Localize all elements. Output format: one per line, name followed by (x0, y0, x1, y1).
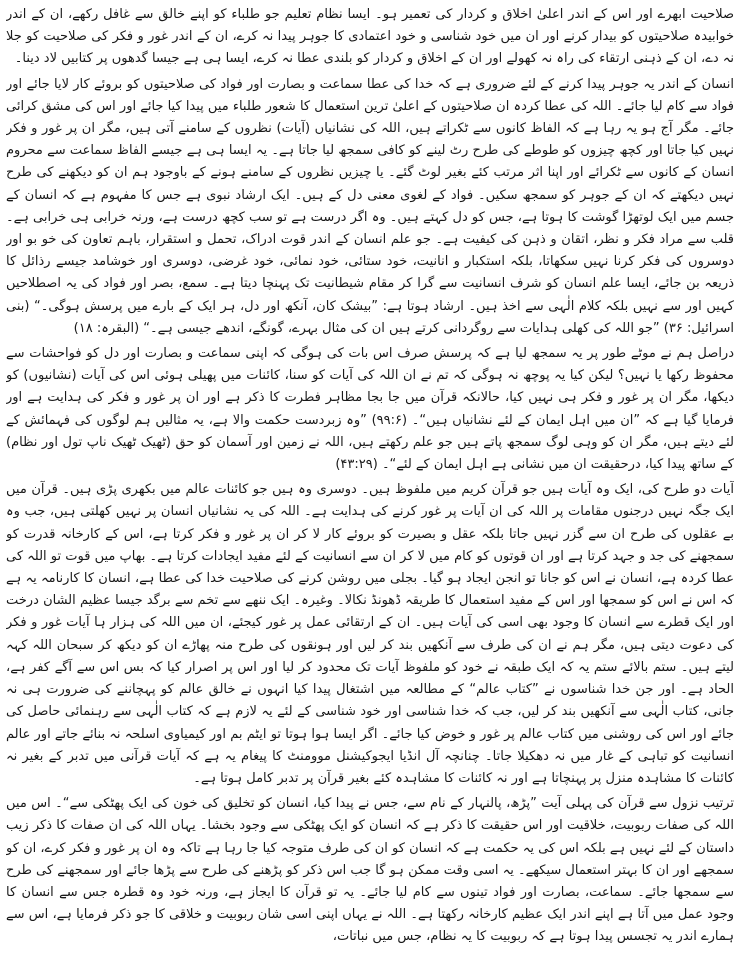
paragraph-two-kinds-of-signs: آیات دو طرح کی، ایک وہ آیات ہیں جو قرآن کریم میں ملفوظ ہیں۔ دوسری وہ ہیں جو کائنات عالم میں بکھری پڑی ہیں۔ قرآن میں ایک جگہ نہیں درجنوں مقامات پر اللہ کی ان آیات پر غور کرنے کی ہدایت ہے۔ اللہ کی یہ نشانیاں انسان پر نہیں کھلتی ہیں، جب وہ بے عقلوں کی طرح ان سے گزر نہیں جاتا بلکہ عقل و بصیرت کو بروئے کار لا کر ان پر غور و فکر کرتا ہے، اس کے کارخانہ قدرت کو سمجھنے کی جد و جہد کرتا ہے اور ان قوتوں کو کام میں لا کر ان سے انسانیت کے لئے مفید ایجادات کرتا ہے۔ بھاپ میں قوت تو اللہ کی عطا کردہ ہے، انسان نے اس کو جانا تو انجن ایجاد ہو گیا۔ بجلی میں روشن کرنے کی صلاحیت خدا کی عطا ہے، انسان کا کارنامہ یہ ہے کہ اس نے اس کو سمجھا اور اس کے مفید استعمال کا طریقہ ڈھونڈ نکالا۔ وغیرہ۔ ایک ننھے سے تخم سے برگد جیسا عظیم الشان درخت اور ایک قطرے سے انسان کا وجود بھی اسی کی آیات ہیں۔ ان کے ارتقائی عمل پر غور کیجئے، ان میں اللہ کی ہزار ہا آیات غور و فکر کی دعوت دیتی ہیں، مگر ہم نے ان کی طرف سے آنکھیں بند کر لیں اور ہونقوں کی طرح منہ پھاڑے ان کو دیکھ کر سبحان اللہ کہہ لیتے ہیں۔ ستم بالائے ستم یہ کہ ایک طبقہ نے خود کو ملفوظ آیات تک محدود کر لیا اور اس پر اصرار کیا کہ بس اس سے آگے کفر ہے، الحاد ہے۔ اور جن خدا شناسوں نے ”کتاب عالم“ کے مطالعہ میں اشتغال پیدا کیا انہوں نے خالق عالم کو پہچاننے کی ضرورت ہی نہ جانی، کتاب الٰہی سے آنکھیں بند کر لیں، جب کہ خدا شناسی اور خود شناسی کے لئے یہ لازم ہے کہ کتاب الٰہی سے رہنمائی حاصل کی جائے اور اس کی روشنی میں کتاب عالم پر غور و خوض کیا جائے۔ اگر ایسا ہوا ہوتا تو ایٹم بم اور کیمیاوی اسلحہ نہ بنائے جاتے اور عالم انسانیت کو تباہی کے غار میں نہ دھکیلا جاتا۔ چنانچہ آل انڈیا ایجوکیشنل موومنٹ کا پیغام یہ ہے کہ آیات قرآنی میں تدبر کے بغیر نہ کائنات کا مشاہدہ منزل پر پہنچاتا ہے اور نہ کائنات کا مشاہدہ کئے بغیر قرآن پر تدبر کامل ہوتا ہے۔ (6, 482, 734, 786)
paragraph-first-revelation: ترتیب نزول سے قرآن کی پہلی آیت ”پڑھ، پالنہار کے نام سے، جس نے پیدا کیا، انسان کو تخلیق کی خون کی ایک پھٹکی سے“۔ اس میں اللہ کی صفات ربوبیت، خلاقیت اور اس حقیقت کا ذکر ہے کہ انسان کو ایک پھٹکی سے وجود بخشا۔ یہاں اللہ کی ان صفات کا ذکر زیب داستان کے لئے نہیں ہے بلکہ اس کی یہ حکمت ہے کہ انسان کو ان کی طرف متوجہ کیا جا رہا ہے تاکہ وہ ان پر غور و فکر کرے، ان کو سمجھے اور ان کا بہتر استعمال سیکھے۔ یہ اسی وقت ممکن ہو گا جب اس ذکر کو پڑھنے کی طرح سے پڑھا جائے اور سمجھنے کی طرح سے سمجھا جائے۔ سماعت، بصارت اور فواد تینوں سے کام لیا جائے۔ یہ تو قرآن کا ایجاز ہے، ورنہ خود وہ قطرہ جس سے انسان کا وجود عمل میں آتا ہے اپنے اندر ایک عظیم کارخانہ رکھتا ہے۔ اللہ نے یہاں اپنی اسی شان ربوبیت و خلاقی کا جو ذکر فرمایا ہے، اس سے ہمارے اندر یہ تجسس پیدا ہوتا ہے کہ ربوبیت کا یہ نظام، جس میں نباتات، (6, 796, 734, 945)
paragraph-faculties: انسان کے اندر یہ جوہر پیدا کرنے کے لئے ضروری ہے کہ خدا کی عطا سماعت و بصارت اور فواد کی صلاحیتوں کو بروئے کار لایا جائے اور فواد سے کام لیا جائے۔ اللہ کی عطا کردہ ان صلاحیتوں کے اعلیٰ ترین استعمال کا شعور طلباء میں پیدا کیا جائے اور اس کی مشق کرائی جائے۔ مگر آج ہو یہ رہا ہے کہ الفاظ کانوں سے ٹکراتے ہیں، اللہ کی نشانیاں (آیات) نظروں کے سامنے آتی ہیں، مگر ان پر غور و فکر نہیں کیا جاتا اور کچھ چیزوں کو طوطے کی طرح رٹ لینے کو کافی سمجھ لیا جاتا ہے۔ یہ ایسا ہی ہے جیسے الفاظ سماعت سے محروم انسان کے کانوں سے ٹکرائے اور اپنا اثر مرتب کئے بغیر لوٹ گئے۔ یا چیزیں نظروں کے سامنے ہونے کے باوجود ہم ان کو دیکھنے کی طرح نہیں دیکھتے کہ ان کے جوہر کو سمجھ سکیں۔ فواد کے لغوی معنی دل کے ہیں۔ ایک ارشاد نبوی ہے جس کا مفہوم ہے کہ انسان کے جسم میں ایک لوتھڑا گوشت کا ہوتا ہے، جس کو دل کہتے ہیں۔ وہ اگر درست ہے تو سب کچھ درست ہے، ورنہ خرابی ہی خرابی ہے۔ قلب سے مراد فکر و نظر، اتقان و ذہن کی کیفیت ہے۔ جو علم انسان کے اندر قوت ادراک، تحمل و استقرار، باہم تعاون کی خو بو اور دوسروں کی فکر کرنا نہیں سکھاتا، بلکہ استکبار و انانیت، خود ستائی، خود نمائی، خود غرضی، دوسری اور خوشامد جیسے رذائل کا ذریعہ بن جائے، ایسا علم انسان کو شرف انسانیت سے گرا کر مقام شیطانیت تک پہنچا دیتا ہے۔ سمع، بصر اور فواد کی یہ اصطلاحیں کہیں اور سے نہیں بلکہ کلام الٰہی سے اخذ ہیں۔ ارشاد ہوتا ہے: ”بیشک کان، آنکھ اور دل، ہر ایک کے بارے میں پرسش ہوگی۔“ (بنی اسرائیل: ۳۶) ”جو اللہ کی کھلی ہدایات سے روگردانی کرتے ہیں ان کی مثال بہرے، گونگے، اندھے جیسی ہے۔“ (البقرہ: ۱۸) (6, 76, 734, 336)
paragraph-accountability: دراصل ہم نے موٹے طور پر یہ سمجھ لیا ہے کہ پرسش صرف اس بات کی ہوگی کہ اپنی سماعت و بصارت اور دل کو فواحشات سے محفوظ رکھا یا نہیں؟ لیکن کیا یہ پوچھ نہ ہوگی کہ تم نے ان اللہ کی آیات کو سنا، کائنات میں پھیلی ہوئی اس کی آیات (نشانیوں) کو دیکھا، مگر ان پر غور و فکر ہی نہیں کیا، حالانکہ قرآن میں جا بجا مظاہر فطرت کا ذکر ہے اور ان پر غور و فکر کی ہدایت ہے اور فرمایا گیا ہے کہ ”ان میں اہل ایمان کے لئے نشانیاں ہیں“۔ (۹۹:۶) ”وہ زبردست حکمت والا ہے، یہ مثالیں ہم لوگوں کی فہمائش کے لئے دیتے ہیں، مگر ان کو وہی لوگ سمجھ پاتے ہیں جو علم رکھتے ہیں، اللہ نے زمین اور آسمان کو حق (ٹھیک ٹھیک ناپ تول اور نظام) کے ساتھ پیدا کیا، درحقیقت ان میں نشانی ہے اہل ایمان کے لئے“۔ (۴۳:۲۹) (6, 346, 734, 473)
document-page (6, 4, 734, 976)
paragraph-opening: صلاحیت ابھرے اور اس کے اندر اعلیٰ اخلاق و کردار کی تعمیر ہو۔ ایسا نظام تعلیم جو طلباء کو اپنے خالق سے غافل رکھے، ان کے اندر خوابیدہ صلاحیتوں کو بیدار کرنے اور ان میں خود شناسی و خود اعتمادی کا جوہر پیدا نہ کرے، ان کے اندر غور و فکر کی صلاحیت کو جلا نہ دے، ان کے ذہنی ارتقاء کی راہ نہ کھولے اور ان کے اخلاق و کردار کو بلندی عطا نہ کرے، ایسا ہی ہے جیسا گدھوں پر کتابیں لاد دینا۔ (6, 7, 734, 67)
